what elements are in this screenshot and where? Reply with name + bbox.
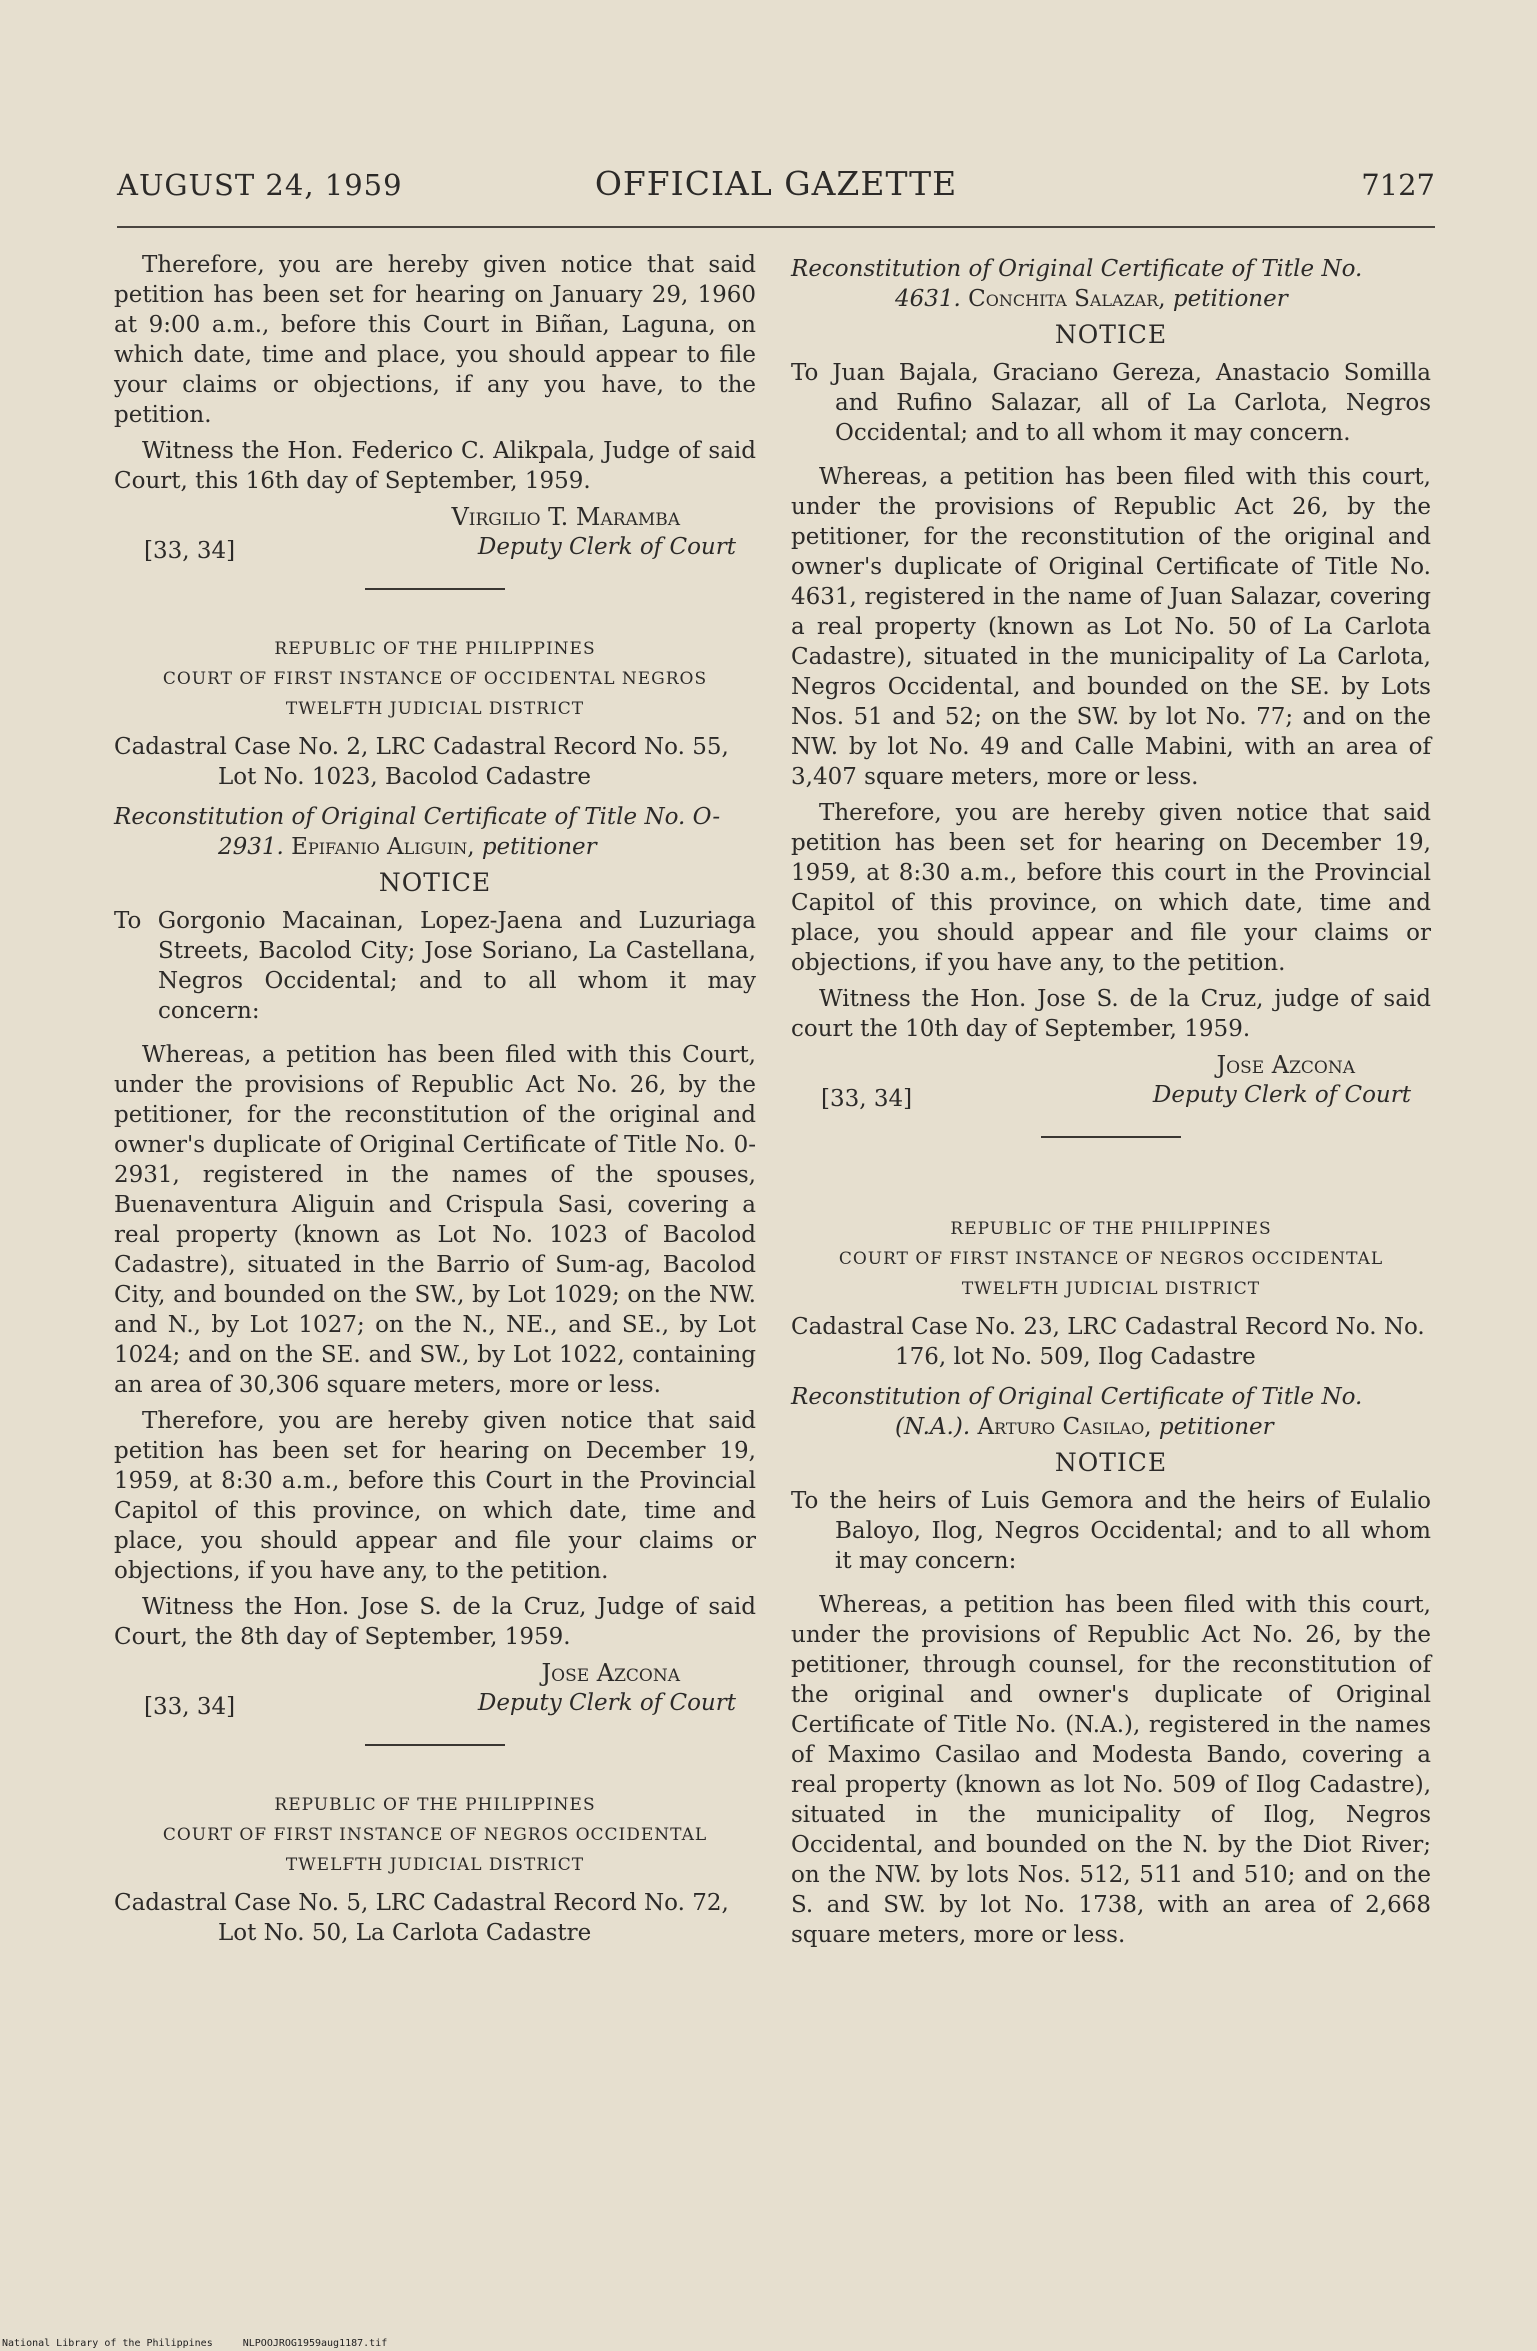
addressee-paragraph: To Gorgonio Macainan, Lopez-Jaena and Luzuriaga Streets, Bacolod City; Jose Soriano, La Castellana, Negros Occidental; and to all whom it may concern: xyxy=(114,908,756,1024)
court-line: REPUBLIC OF THE PHILIPPINES xyxy=(950,1219,1272,1239)
petitioner-label: petitioner xyxy=(1172,286,1288,312)
reference-number: [33, 34] xyxy=(821,1086,913,1112)
court-line: TWELFTH JUDICIAL DISTRICT xyxy=(285,699,585,719)
signatory-name: Virgilio T. Maramba xyxy=(451,503,680,531)
signature-block xyxy=(114,1658,756,1724)
petitioner-name: Arturo Casilao, xyxy=(977,1414,1152,1440)
witness-paragraph: Witness the Hon. Jose S. de la Cruz, judge of said court the 10th day of September, 1959. xyxy=(791,986,1431,1042)
reference-number: [33, 34] xyxy=(144,1694,236,1720)
case-title: Cadastral Case No. 5, LRC Cadastral Record No. 72, Lot No. 50, La Carlota Cadastre xyxy=(114,1890,729,1946)
therefore-paragraph: Therefore, you are hereby given notice that said petition has been set for hearing on December 19, 1959, at 8:30 a.m., before this Court in the Provincial Capitol of this province, on which date, time and place, you should appear and file your claims or objections, if you have any, to the petition. xyxy=(114,1408,756,1584)
court-line: COURT OF FIRST INSTANCE OF NEGROS OCCIDENTAL xyxy=(162,1825,708,1845)
header-title: OFFICIAL GAZETTE xyxy=(594,164,958,203)
signature-block xyxy=(791,1050,1431,1116)
therefore-paragraph: Therefore, you are hereby given notice that said petition has been set for hearing on December 19, 1959, at 8:30 a.m., before this court in the Provincial Capitol of this province, on which date, time and place, you should appear and file your claims or objections, if you have any, to the petition. xyxy=(791,800,1431,976)
court-heading xyxy=(114,634,756,724)
header-date: AUGUST 24, 1959 xyxy=(117,168,403,202)
whereas-paragraph: Whereas, a petition has been filed with this Court, under the provisions of Republic Act No. 26, by the petitioner, for the reconstitution of the original and owner's duplicate of Original Certificate of Title No. 0-2931, registered in the names of the spouses, Buenaventura Aliguin and Crispula Sasi, covering a real property (known as Lot No. 1023 of Bacolod Cadastre), situated in the Barrio of Sum-ag, Bacolod City, and bounded on the SW., by Lot 1029; on the NW. and N., by Lot 1027; on the N., NE., and SE., by Lot 1024; and on the SE. and SW., by Lot 1022, containing an area of 30,306 square meters, more or less. xyxy=(114,1042,756,1398)
court-heading xyxy=(791,1214,1431,1304)
page-header xyxy=(117,164,1435,214)
petitioner-name: Conchita Salazar, xyxy=(968,286,1166,312)
intro-witness-paragraph: Witness the Hon. Federico C. Alikpala, Judge of said Court, this 16th day of September, 1959. xyxy=(114,438,756,494)
reconstitution-title: Reconstitution of Original Certificate of Title No. 4631. xyxy=(791,256,1363,312)
reference-number: [33, 34] xyxy=(144,538,236,564)
court-line: COURT OF FIRST INSTANCE OF NEGROS OCCIDENTAL xyxy=(838,1249,1384,1269)
court-line: TWELFTH JUDICIAL DISTRICT xyxy=(285,1855,585,1875)
court-heading xyxy=(114,1790,756,1880)
petitioner-label: petitioner xyxy=(481,834,597,860)
court-line: REPUBLIC OF THE PHILIPPINES xyxy=(274,639,596,659)
section-divider xyxy=(1041,1136,1181,1138)
right-column xyxy=(791,250,1431,1956)
case-title: Cadastral Case No. 23, LRC Cadastral Record No. No. 176, lot No. 509, Ilog Cadastre xyxy=(791,1314,1425,1370)
notice-heading: NOTICE xyxy=(1054,320,1168,349)
case-title: Cadastral Case No. 2, LRC Cadastral Record No. 55, Lot No. 1023, Bacolod Cadastre xyxy=(114,734,729,790)
reconstitution-line xyxy=(791,1382,1431,1442)
whereas-paragraph: Whereas, a petition has been filed with this court, under the provisions of Republic Act No. 26, by the petitioner, through counsel, for the reconstitution of the original and owner's duplicate of Original Certificate of Title No. (N.A.), registered in the names of Maximo Casilao and Modesta Bando, covering a real property (known as lot No. 509 of Ilog Cadastre), situated in the municipality of Ilog, Negros Occidental, and bounded on the N. by the Diot River; on the NW. by lots Nos. 512, 511 and 510; and on the S. and SW. by lot No. 1738, with an area of 2,668 square meters, more or less. xyxy=(791,1592,1431,1948)
section-divider xyxy=(365,588,505,590)
header-rule xyxy=(117,226,1435,228)
signature-block xyxy=(114,502,756,568)
reconstitution-title: Reconstitution of Original Certificate of Title No. O-2931. xyxy=(114,804,721,860)
signatory-title: Deputy Clerk of Court xyxy=(1152,1082,1411,1108)
footer-filename: NLPOOJROG1959aug1187.tif xyxy=(242,2338,388,2349)
footer-library: National Library of the Philippines xyxy=(2,2338,213,2349)
section-divider xyxy=(365,1744,505,1746)
scan-footer xyxy=(2,2338,411,2349)
left-column xyxy=(114,250,756,1958)
notice-heading: NOTICE xyxy=(1054,1448,1168,1477)
spacer xyxy=(791,1182,1431,1214)
reconstitution-line xyxy=(791,254,1431,314)
court-line: COURT OF FIRST INSTANCE OF OCCIDENTAL NEGROS xyxy=(162,669,708,689)
addressee-paragraph: To Juan Bajala, Graciano Gereza, Anastacio Somilla and Rufino Salazar, all of La Carlota, Negros Occidental; and to all whom it may concern. xyxy=(791,360,1431,446)
intro-therefore-paragraph: Therefore, you are hereby given notice that said petition has been set for hearing on January 29, 1960 at 9:00 a.m., before this Court in Biñan, Laguna, on which date, time and place, you should appear to file your claims or objections, if any you have, to the petition. xyxy=(114,252,756,428)
reconstitution-title: Reconstitution of Original Certificate of Title No. (N.A.). xyxy=(791,1384,1363,1440)
notice-heading: NOTICE xyxy=(378,868,492,897)
signatory-title: Deputy Clerk of Court xyxy=(477,1690,736,1716)
addressee-paragraph: To the heirs of Luis Gemora and the heirs of Eulalio Baloyo, Ilog, Negros Occidental; and to all whom it may concern: xyxy=(791,1488,1431,1574)
signatory-name: Jose Azcona xyxy=(1216,1051,1355,1079)
petitioner-label: petitioner xyxy=(1158,1414,1274,1440)
petitioner-name: Epifanio Aliguin, xyxy=(291,834,475,860)
signatory-name: Jose Azcona xyxy=(541,1659,680,1687)
reconstitution-line xyxy=(114,802,756,862)
court-line: REPUBLIC OF THE PHILIPPINES xyxy=(274,1795,596,1815)
signatory-title: Deputy Clerk of Court xyxy=(477,534,736,560)
whereas-paragraph: Whereas, a petition has been filed with this court, under the provisions of Republic Act 26, by the petitioner, for the reconstitution of the original and owner's duplicate of Original Certificate of Title No. 4631, registered in the name of Juan Salazar, covering a real property (known as Lot No. 50 of La Carlota Cadastre), situated in the municipality of La Carlota, Negros Occidental, and bounded on the SE. by Lots Nos. 51 and 52; on the SW. by lot No. 77; and on the NW. by lot No. 49 and Calle Mabini, with an area of 3,407 square meters, more or less. xyxy=(791,464,1431,790)
header-page-number: 7127 xyxy=(1361,168,1435,202)
witness-paragraph: Witness the Hon. Jose S. de la Cruz, Judge of said Court, the 8th day of September, 1959. xyxy=(114,1594,756,1650)
court-line: TWELFTH JUDICIAL DISTRICT xyxy=(961,1279,1261,1299)
